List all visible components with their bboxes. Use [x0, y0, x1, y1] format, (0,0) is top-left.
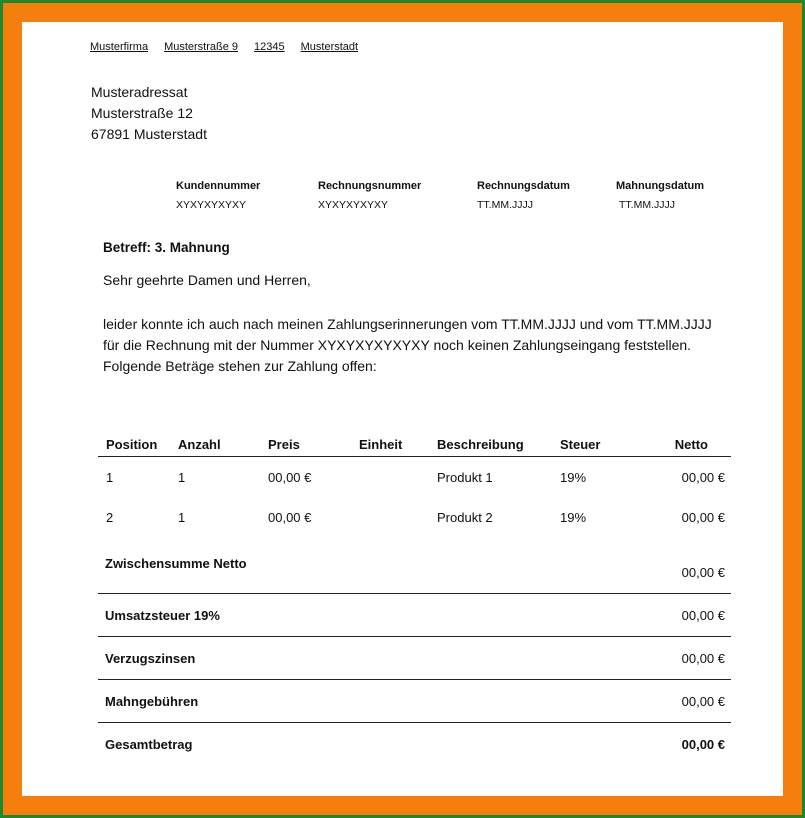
summary-label-umsatzsteuer: Umsatzsteuer 19%: [105, 608, 220, 623]
meta-label-kundennummer: Kundennummer: [176, 180, 261, 192]
recipient-city: 67891 Musterstadt: [91, 126, 207, 142]
sender-city: Musterstadt: [300, 41, 359, 53]
body-paragraph: leider konnte ich auch nach meinen Zahlungserinnerungen vom TT.MM.JJJJ und vom TT.MM.JJJJ für die Rechnung mit der Nummer XYXYXYXYXYXY noch keinen Zahlungseingang feststellen.: [103, 316, 712, 353]
sender-company: Musterfirma: [90, 41, 149, 53]
row2-beschreibung: Produkt 2: [437, 510, 493, 525]
row1-beschreibung: Produkt 1: [437, 470, 493, 485]
row2-position: 2: [106, 510, 114, 525]
summary-divider-2: [98, 636, 731, 637]
summary-divider-4: [98, 722, 731, 723]
table-header-divider: [98, 456, 731, 457]
row2-preis: 00,00 €: [268, 510, 312, 525]
sender-zip: 12345: [254, 41, 285, 53]
row1-anzahl: 1: [178, 470, 186, 485]
col-header-beschreibung: Beschreibung: [437, 437, 524, 452]
row1-netto: 00,00 €: [681, 470, 725, 485]
summary-label-verzugszinsen: Verzugszinsen: [105, 651, 196, 666]
row2-anzahl: 1: [178, 510, 186, 525]
row2-netto: 00,00 €: [681, 510, 725, 525]
meta-label-rechnungsnummer: Rechnungsnummer: [318, 180, 422, 192]
col-header-einheit: Einheit: [359, 437, 403, 452]
summary-value-mahngebuehren: 00,00 €: [681, 694, 725, 709]
col-header-anzahl: Anzahl: [178, 437, 221, 452]
col-header-preis: Preis: [268, 437, 300, 452]
document-page: [22, 22, 783, 796]
meta-label-mahnungsdatum: Mahnungsdatum: [616, 180, 704, 192]
meta-label-rechnungsdatum: Rechnungsdatum: [477, 180, 570, 192]
sender-street: Musterstraße 9: [164, 41, 239, 53]
summary-label-gesamtbetrag: Gesamtbetrag: [105, 737, 193, 752]
meta-value-rechnungsnummer: XYXYXYXYXY: [318, 199, 389, 211]
row1-position: 1: [106, 470, 114, 485]
summary-value-gesamtbetrag: 00,00 €: [681, 737, 725, 752]
greeting: Sehr geehrte Damen und Herren,: [103, 272, 311, 288]
letter-body: [103, 314, 723, 377]
recipient-address: [91, 82, 207, 145]
summary-label-mahngebuehren: Mahngebühren: [105, 694, 199, 709]
sender-line: [90, 41, 358, 53]
recipient-street: Musterstraße 12: [91, 105, 193, 121]
col-header-netto: Netto: [674, 437, 708, 452]
row1-preis: 00,00 €: [268, 470, 312, 485]
summary-value-zwischensumme: 00,00 €: [681, 565, 725, 580]
summary-divider-3: [98, 679, 731, 680]
summary-divider-1: [98, 593, 731, 594]
body-line2: Folgende Beträge stehen zur Zahlung offen:: [103, 358, 377, 374]
row2-steuer: 19%: [560, 510, 587, 525]
meta-value-mahnungsdatum: TT.MM.JJJJ: [619, 199, 675, 211]
summary-value-umsatzsteuer: 00,00 €: [681, 608, 725, 623]
meta-value-kundennummer: XYXYXYXYXY: [176, 199, 247, 211]
col-header-position: Position: [106, 437, 158, 452]
recipient-name: Musteradressat: [91, 84, 188, 100]
col-header-steuer: Steuer: [560, 437, 601, 452]
summary-label-zwischensumme: Zwischensumme Netto: [105, 556, 247, 571]
row1-steuer: 19%: [560, 470, 587, 485]
meta-value-rechnungsdatum: TT.MM.JJJJ: [477, 199, 533, 211]
summary-value-verzugszinsen: 00,00 €: [681, 651, 725, 666]
subject: Betreff: 3. Mahnung: [103, 240, 230, 255]
